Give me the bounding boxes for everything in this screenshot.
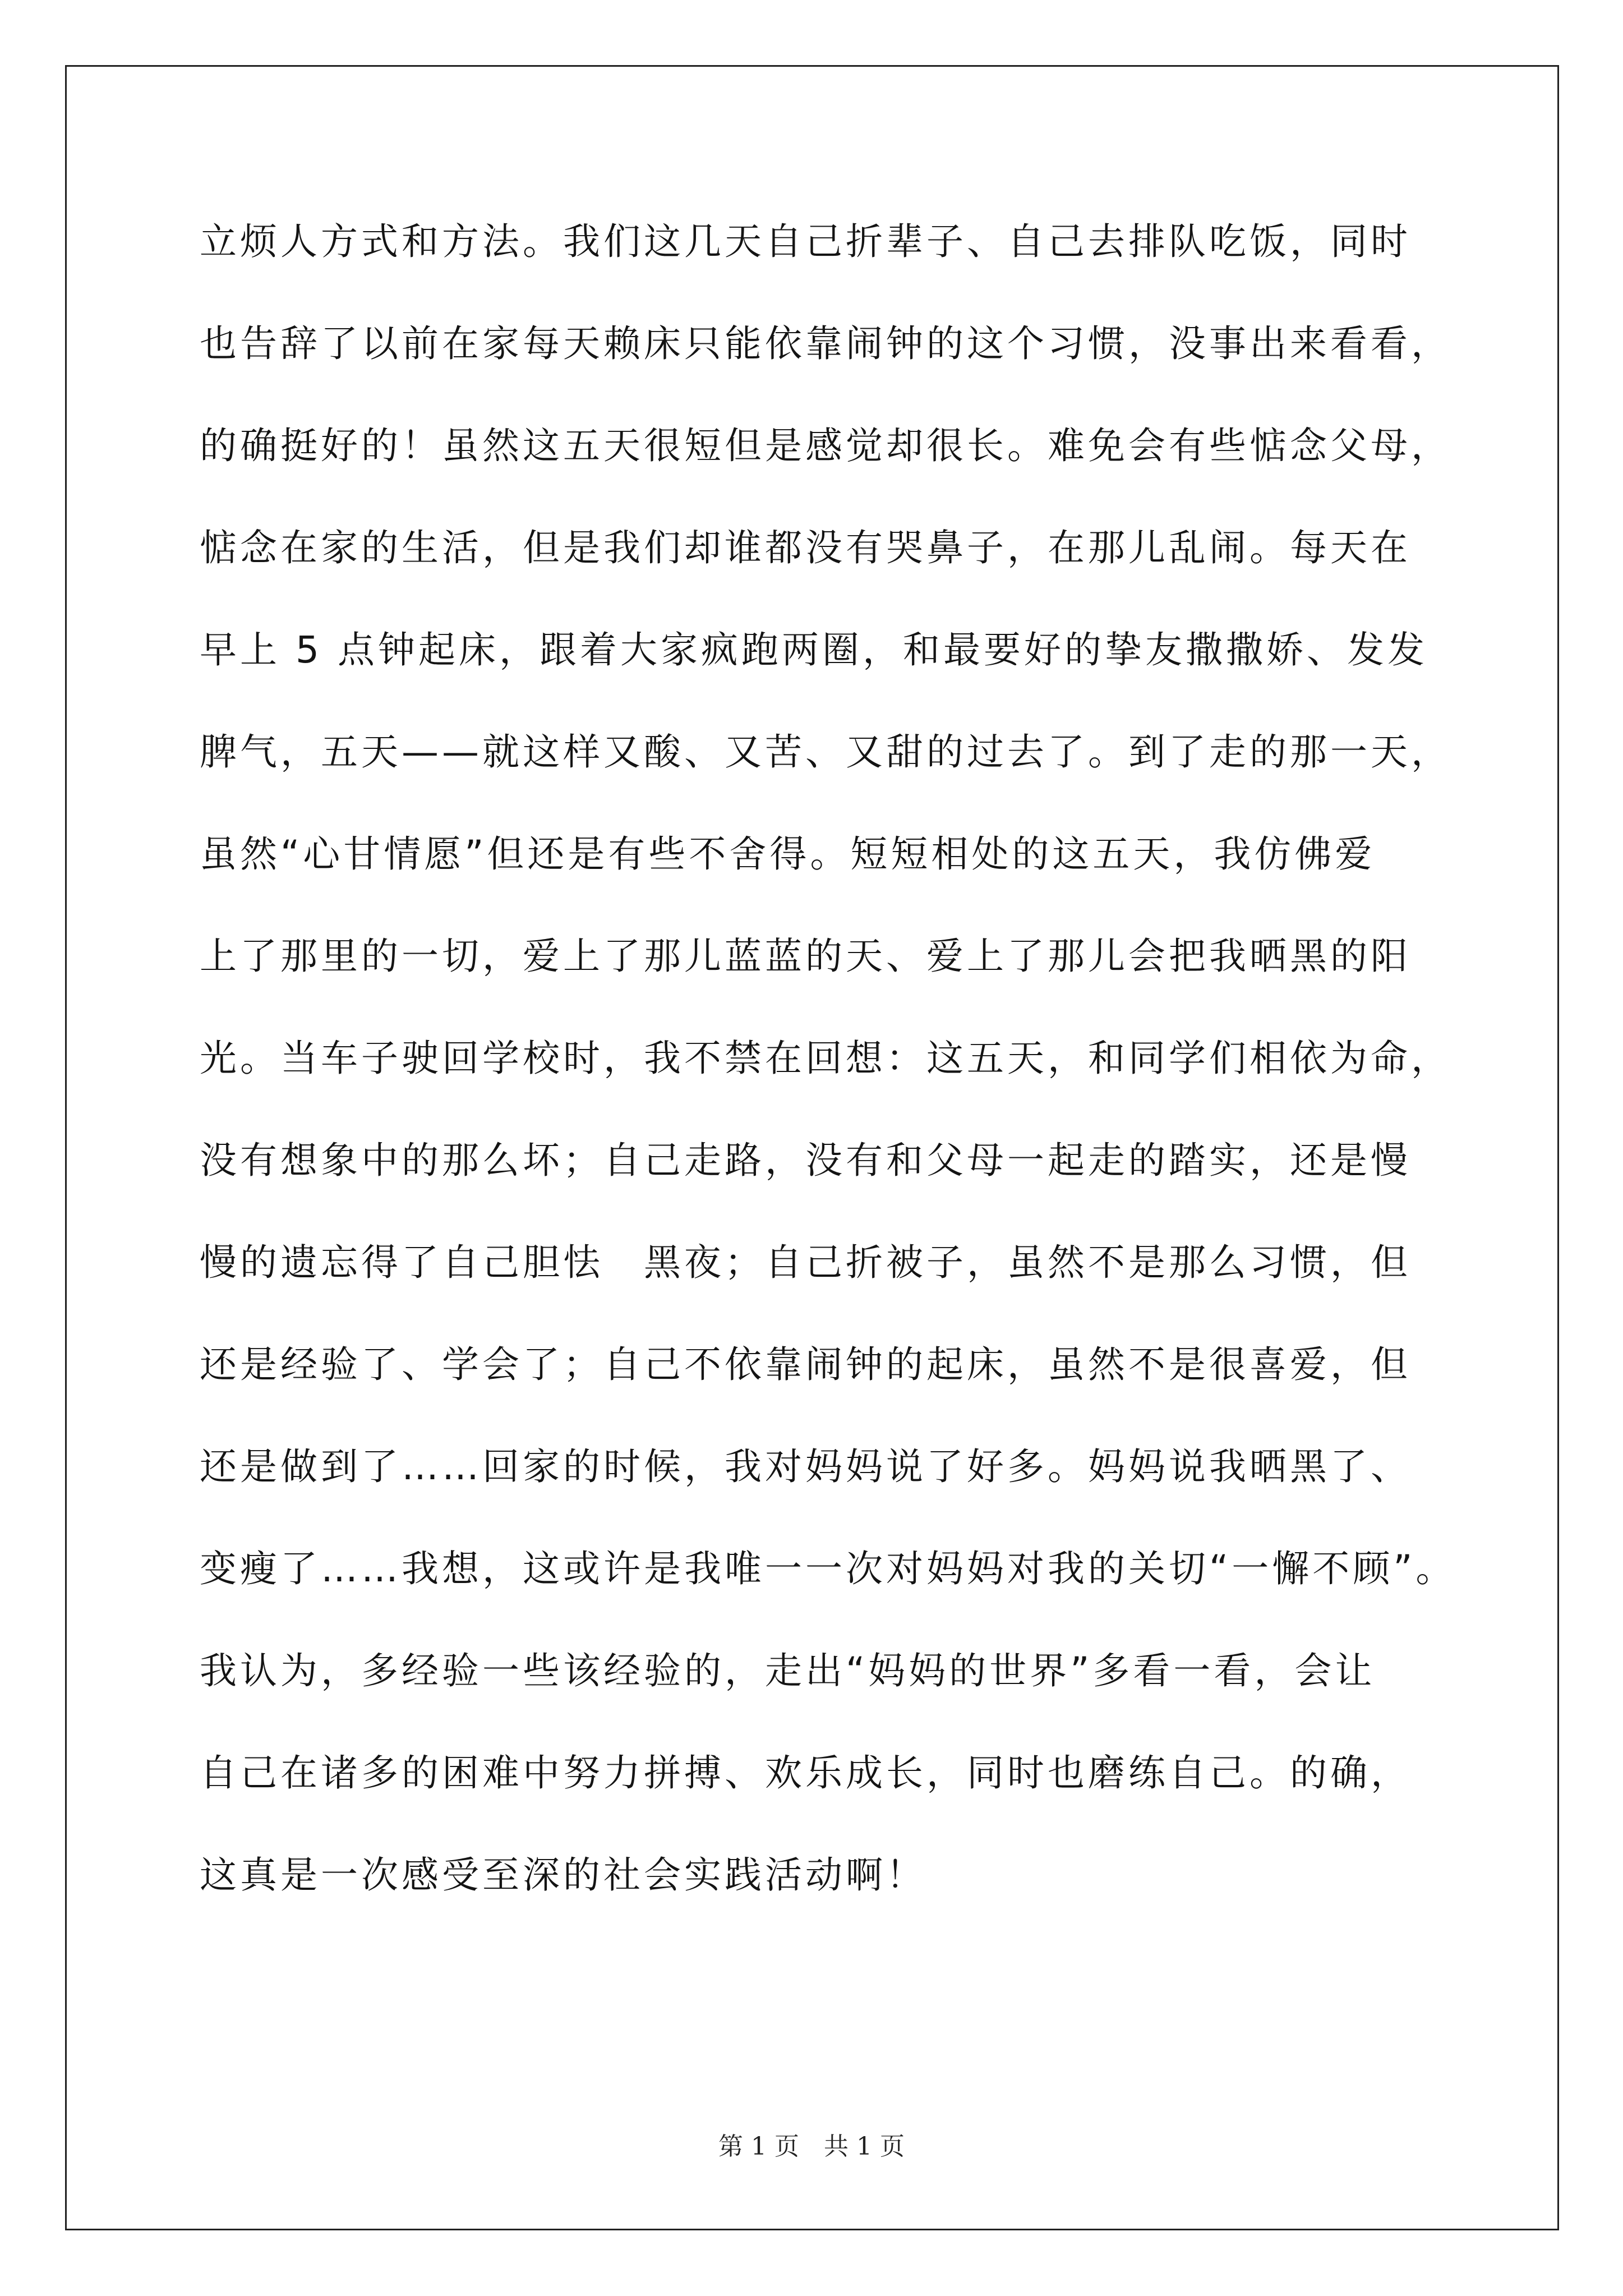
text-line: 脾气，五天——就这样又酸、又苦、又甜的过去了。到了走的那一天， [200,730,1451,774]
page-number-footer: 第 1 页 共 1 页 [718,2132,905,2161]
text-line: 惦念在家的生活，但是我们却谁都没有哭鼻子，在那儿乱闹。每天在 [200,526,1411,569]
text-line: 变瘦了……我想，这或许是我唯一一次对妈妈对我的关切“一懈不顾”。 [200,1547,1456,1590]
text-line: 这真是一次感受至深的社会实践活动啊！ [200,1853,926,1897]
text-line: 上了那里的一切，爱上了那儿蓝蓝的天、爱上了那儿会把我晒黑的阳 [200,935,1411,978]
text-line: 立烦人方式和方法。我们这几天自己折辈子、自己去排队吃饭，同时 [200,220,1411,263]
text-line: 慢的遗忘得了自己胆怯 黑夜；自己折被子，虽然不是那么习惯，但 [200,1241,1411,1284]
text-line: 光。当车子驶回学校时，我不禁在回想：这五天，和同学们相依为命， [200,1037,1451,1080]
text-line: 我认为，多经验一些该经验的，走出“妈妈的世界”多看一看，会让 [200,1649,1376,1692]
body-text [200,205,1490,1941]
text-line: 虽然“心甘情愿”但还是有些不舍得。短短相处的这五天，我仿佛爱 [200,832,1376,876]
text-line: 没有想象中的那么坏；自己走路，没有和父母一起走的踏实，还是慢 [200,1139,1411,1182]
text-line: 早上 5 点钟起床，跟着大家疯跑两圈，和最要好的挚友撒撒娇、发发 [200,628,1428,671]
text-line: 还是经验了、学会了；自己不依靠闹钟的起床，虽然不是很喜爱，但 [200,1343,1411,1386]
text-line: 自己在诸多的困难中努力拼搏、欢乐成长，同时也磨练自己。的确， [200,1751,1411,1795]
text-line: 的确挺好的！虽然这五天很短但是感觉却很长。难免会有些惦念父母， [200,424,1451,467]
text-line: 还是做到了……回家的时候，我对妈妈说了好多。妈妈说我晒黑了、 [200,1445,1411,1488]
text-line: 也告辞了以前在家每天赖床只能依靠闹钟的这个习惯，没事出来看看， [200,322,1451,365]
